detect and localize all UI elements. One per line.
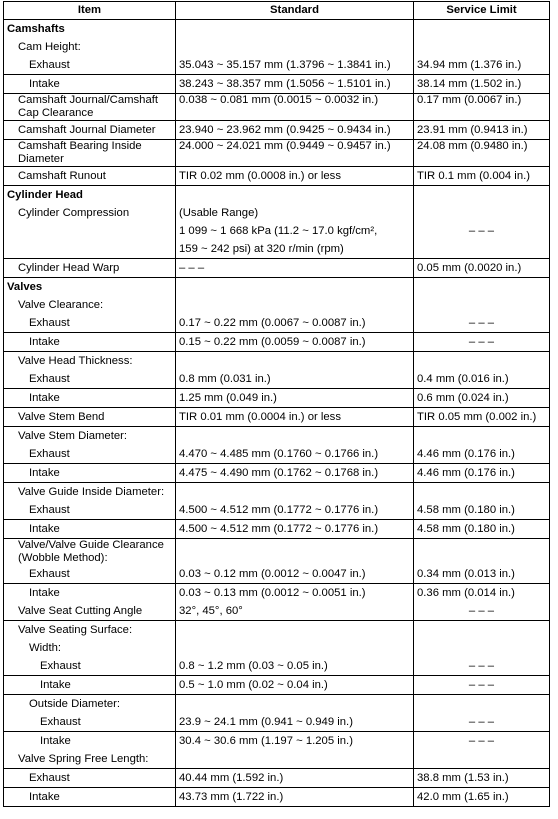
service-limit-cell xyxy=(414,186,550,205)
table-row xyxy=(4,333,550,352)
table-row xyxy=(4,370,550,389)
service-limit-cell: 4.58 mm (0.180 in.) xyxy=(414,520,550,539)
service-limit-cell xyxy=(414,621,550,640)
table-row xyxy=(4,445,550,464)
table-row xyxy=(4,695,550,714)
item-cell: Camshaft Journal/Camshaft Cap Clearance xyxy=(4,94,176,121)
item-cell: Valve Spring Free Length: xyxy=(4,750,176,769)
header-standard: Standard xyxy=(176,2,414,20)
service-limit-cell xyxy=(414,483,550,502)
standard-cell: 0.8 mm (0.031 in.) xyxy=(176,370,414,389)
table-row xyxy=(4,314,550,333)
section-row xyxy=(4,20,550,39)
service-limit-cell xyxy=(414,296,550,314)
item-cell: Intake xyxy=(4,333,176,352)
service-limit-cell: – – – xyxy=(414,713,550,732)
table-row xyxy=(4,501,550,520)
item-cell: Valve Stem Bend xyxy=(4,408,176,427)
table-row xyxy=(4,788,550,807)
table-row xyxy=(4,140,550,167)
item-cell: Intake xyxy=(4,520,176,539)
table-row xyxy=(4,75,550,94)
standard-cell: 4.500 ~ 4.512 mm (0.1772 ~ 0.1776 in.) xyxy=(176,520,414,539)
item-cell: Exhaust xyxy=(4,445,176,464)
standard-cell xyxy=(176,38,414,56)
item-cell: Exhaust xyxy=(4,769,176,788)
service-limit-cell xyxy=(414,204,550,222)
table-row xyxy=(4,621,550,640)
standard-cell: 0.03 ~ 0.13 mm (0.0012 ~ 0.0051 in.) xyxy=(176,584,414,603)
standard-cell xyxy=(176,639,414,657)
table-row xyxy=(4,38,550,56)
item-cell: Cylinder Compression xyxy=(4,204,176,222)
item-cell: Intake xyxy=(4,584,176,603)
service-limit-cell: 0.36 mm (0.014 in.) xyxy=(414,584,550,603)
standard-cell xyxy=(176,695,414,714)
item-cell: Exhaust xyxy=(4,657,176,676)
table-row xyxy=(4,657,550,676)
service-limit-cell: TIR 0.05 mm (0.002 in.) xyxy=(414,408,550,427)
item-cell: Camshaft Journal Diameter xyxy=(4,121,176,140)
table-row xyxy=(4,389,550,408)
item-cell: Exhaust xyxy=(4,314,176,333)
header-service-limit: Service Limit xyxy=(414,2,550,20)
item-cell: Valve Clearance: xyxy=(4,296,176,314)
item-cell: Cam Height: xyxy=(4,38,176,56)
service-limit-cell: 24.08 mm (0.9480 in.) xyxy=(414,140,550,167)
standard-cell: 4.475 ~ 4.490 mm (0.1762 ~ 0.1768 in.) xyxy=(176,464,414,483)
service-limit-cell: – – – xyxy=(414,602,550,621)
standard-cell: 1.25 mm (0.049 in.) xyxy=(176,389,414,408)
standard-cell xyxy=(176,750,414,769)
table-row xyxy=(4,565,550,584)
table-row xyxy=(4,732,550,751)
header-row xyxy=(4,2,550,20)
item-cell: Intake xyxy=(4,464,176,483)
standard-cell: 0.15 ~ 0.22 mm (0.0059 ~ 0.0087 in.) xyxy=(176,333,414,352)
service-limit-cell xyxy=(414,750,550,769)
standard-cell: 0.5 ~ 1.0 mm (0.02 ~ 0.04 in.) xyxy=(176,676,414,695)
standard-cell: 159 ~ 242 psi) at 320 r/min (rpm) xyxy=(176,240,414,259)
standard-cell: 35.043 ~ 35.157 mm (1.3796 ~ 1.3841 in.) xyxy=(176,56,414,75)
item-cell: Exhaust xyxy=(4,713,176,732)
service-limit-cell xyxy=(414,352,550,371)
service-limit-cell: 34.94 mm (1.376 in.) xyxy=(414,56,550,75)
service-limit-cell: 42.0 mm (1.65 in.) xyxy=(414,788,550,807)
standard-cell: 24.000 ~ 24.021 mm (0.9449 ~ 0.9457 in.) xyxy=(176,140,414,167)
standard-cell xyxy=(176,539,414,566)
item-cell xyxy=(4,222,176,240)
service-limit-cell: 23.91 mm (0.9413 in.) xyxy=(414,121,550,140)
standard-cell: 0.038 ~ 0.081 mm (0.0015 ~ 0.0032 in.) xyxy=(176,94,414,121)
item-cell: Valve Seat Cutting Angle xyxy=(4,602,176,621)
header-item: Item xyxy=(4,2,176,20)
table-row xyxy=(4,639,550,657)
item-cell: Cylinder Head Warp xyxy=(4,259,176,278)
table-row xyxy=(4,240,550,259)
service-limit-cell: 0.17 mm (0.0067 in.) xyxy=(414,94,550,121)
item-cell: Camshafts xyxy=(4,20,176,39)
service-limit-cell xyxy=(414,639,550,657)
item-cell: Camshaft Runout xyxy=(4,167,176,186)
item-cell: Valve Stem Diameter: xyxy=(4,427,176,446)
item-cell: Intake xyxy=(4,389,176,408)
item-cell: Camshaft Bearing Inside Diameter xyxy=(4,140,176,167)
standard-cell: 0.8 ~ 1.2 mm (0.03 ~ 0.05 in.) xyxy=(176,657,414,676)
standard-cell: (Usable Range) xyxy=(176,204,414,222)
standard-cell: 0.03 ~ 0.12 mm (0.0012 ~ 0.0047 in.) xyxy=(176,565,414,584)
table-row xyxy=(4,584,550,603)
standard-cell: 23.9 ~ 24.1 mm (0.941 ~ 0.949 in.) xyxy=(176,713,414,732)
standard-cell: 1 099 ~ 1 668 kPa (11.2 ~ 17.0 kgf/cm², xyxy=(176,222,414,240)
table-row xyxy=(4,427,550,446)
item-cell: Valves xyxy=(4,278,176,297)
table-row xyxy=(4,676,550,695)
section-row xyxy=(4,278,550,297)
section-row xyxy=(4,186,550,205)
service-limit-cell: 38.8 mm (1.53 in.) xyxy=(414,769,550,788)
service-limit-cell: 0.34 mm (0.013 in.) xyxy=(414,565,550,584)
item-cell: Cylinder Head xyxy=(4,186,176,205)
standard-cell: 43.73 mm (1.722 in.) xyxy=(176,788,414,807)
item-cell xyxy=(4,240,176,259)
table-row xyxy=(4,769,550,788)
standard-cell xyxy=(176,427,414,446)
standard-cell xyxy=(176,352,414,371)
item-cell: Outside Diameter: xyxy=(4,695,176,714)
table-row xyxy=(4,56,550,75)
table-row xyxy=(4,408,550,427)
table-row xyxy=(4,222,550,240)
table-row xyxy=(4,602,550,621)
item-cell: Exhaust xyxy=(4,370,176,389)
service-limit-cell: – – – xyxy=(414,676,550,695)
spec-body xyxy=(4,20,550,807)
standard-cell: 23.940 ~ 23.962 mm (0.9425 ~ 0.9434 in.) xyxy=(176,121,414,140)
service-limit-cell: – – – xyxy=(414,732,550,751)
service-limit-cell: – – – xyxy=(414,657,550,676)
service-limit-cell: 4.46 mm (0.176 in.) xyxy=(414,464,550,483)
service-limit-cell: 38.14 mm (1.502 in.) xyxy=(414,75,550,94)
standard-cell xyxy=(176,20,414,39)
standard-cell: 32°, 45°, 60° xyxy=(176,602,414,621)
standard-cell: 30.4 ~ 30.6 mm (1.197 ~ 1.205 in.) xyxy=(176,732,414,751)
standard-cell: 40.44 mm (1.592 in.) xyxy=(176,769,414,788)
standard-cell: TIR 0.01 mm (0.0004 in.) or less xyxy=(176,408,414,427)
standard-cell: 38.243 ~ 38.357 mm (1.5056 ~ 1.5101 in.) xyxy=(176,75,414,94)
table-row xyxy=(4,520,550,539)
service-limit-cell: 0.05 mm (0.0020 in.) xyxy=(414,259,550,278)
standard-cell: TIR 0.02 mm (0.0008 in.) or less xyxy=(176,167,414,186)
service-limit-cell xyxy=(414,539,550,566)
table-row xyxy=(4,204,550,222)
standard-cell: – – – xyxy=(176,259,414,278)
table-row xyxy=(4,167,550,186)
item-cell: Valve/Valve Guide Clearance (Wobble Method): xyxy=(4,539,176,566)
standard-cell xyxy=(176,296,414,314)
item-cell: Exhaust xyxy=(4,565,176,584)
service-limit-cell: 4.58 mm (0.180 in.) xyxy=(414,501,550,520)
standard-cell xyxy=(176,621,414,640)
table-row xyxy=(4,259,550,278)
service-limit-cell: TIR 0.1 mm (0.004 in.) xyxy=(414,167,550,186)
item-cell: Exhaust xyxy=(4,501,176,520)
service-limit-cell xyxy=(414,427,550,446)
item-cell: Valve Guide Inside Diameter: xyxy=(4,483,176,502)
table-row xyxy=(4,464,550,483)
standard-cell xyxy=(176,483,414,502)
service-limit-cell: – – – xyxy=(414,314,550,333)
item-cell: Intake xyxy=(4,75,176,94)
item-cell: Exhaust xyxy=(4,56,176,75)
item-cell: Intake xyxy=(4,732,176,751)
table-row xyxy=(4,713,550,732)
standard-cell: 4.470 ~ 4.485 mm (0.1760 ~ 0.1766 in.) xyxy=(176,445,414,464)
table-row xyxy=(4,539,550,566)
service-limit-cell: – – – xyxy=(414,222,550,240)
item-cell: Intake xyxy=(4,676,176,695)
item-cell: Valve Head Thickness: xyxy=(4,352,176,371)
standard-cell xyxy=(176,278,414,297)
item-cell: Intake xyxy=(4,788,176,807)
service-limit-cell xyxy=(414,240,550,259)
service-limit-cell xyxy=(414,20,550,39)
table-row xyxy=(4,352,550,371)
service-limit-cell: 4.46 mm (0.176 in.) xyxy=(414,445,550,464)
table-row xyxy=(4,483,550,502)
table-row xyxy=(4,750,550,769)
service-limit-cell xyxy=(414,278,550,297)
table-row xyxy=(4,296,550,314)
service-limit-cell: 0.4 mm (0.016 in.) xyxy=(414,370,550,389)
table-row xyxy=(4,121,550,140)
standard-cell xyxy=(176,186,414,205)
item-cell: Valve Seating Surface: xyxy=(4,621,176,640)
spec-table xyxy=(3,1,550,807)
item-cell: Width: xyxy=(4,639,176,657)
service-limit-cell: 0.6 mm (0.024 in.) xyxy=(414,389,550,408)
service-limit-cell: – – – xyxy=(414,333,550,352)
standard-cell: 4.500 ~ 4.512 mm (0.1772 ~ 0.1776 in.) xyxy=(176,501,414,520)
service-limit-cell xyxy=(414,38,550,56)
service-limit-cell xyxy=(414,695,550,714)
standard-cell: 0.17 ~ 0.22 mm (0.0067 ~ 0.0087 in.) xyxy=(176,314,414,333)
table-row xyxy=(4,94,550,121)
